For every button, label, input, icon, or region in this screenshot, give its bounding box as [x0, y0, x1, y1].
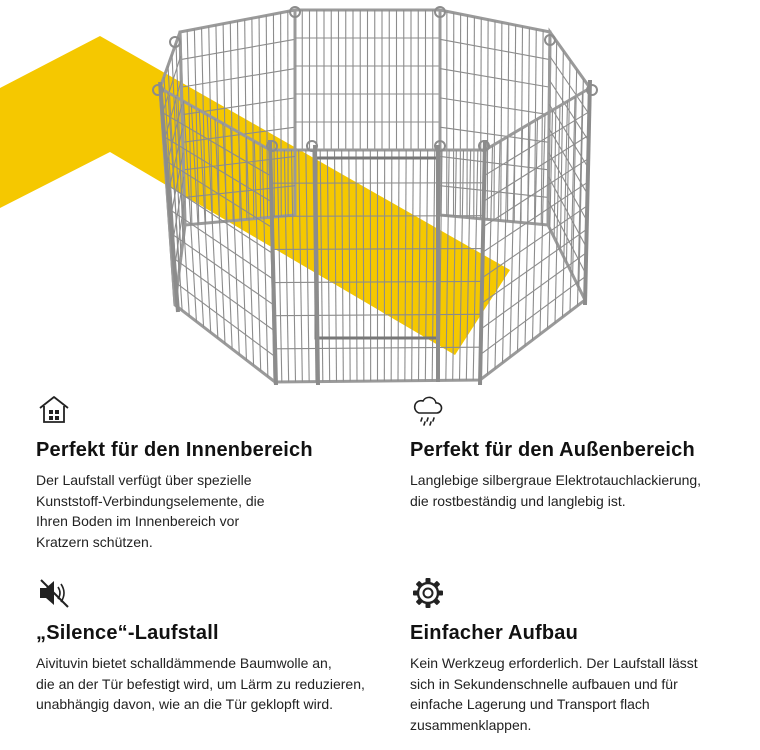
house-icon: [36, 392, 72, 428]
feature-description: Der Laufstall verfügt über spezielle Kunststoff-Verbindungselemente, die Ihren Boden im Innenbereich vor Kratzern schützen.: [36, 472, 265, 550]
feature-outdoor: [410, 392, 760, 511]
feature-description: Aivituvin bietet schalldämmende Baumwolle an, die an der Tür befestigt wird, um Lärm zu reduzieren, unabhängig davon, wie an die Tür geklopft wird.: [36, 655, 365, 712]
feature-silence: [36, 575, 386, 715]
weather-cloud-icon: [410, 392, 446, 428]
feature-title: Perfekt für den Innenbereich: [36, 439, 313, 461]
feature-indoor: [36, 392, 386, 552]
feature-description: Langlebige silbergraue Elektrotauchlackierung, die rostbeständig und langlebig ist.: [410, 472, 702, 509]
feature-description: Kein Werkzeug erforderlich. Der Laufstall lässt sich in Sekundenschnelle aufbauen und für einfache Lagerung und Transport flach zusammenklappen.: [410, 655, 698, 733]
mute-speaker-icon: [36, 575, 72, 611]
gear-icon: [410, 575, 446, 611]
feature-title: Einfacher Aufbau: [410, 622, 579, 644]
feature-title: Perfekt für den Außenbereich: [410, 439, 695, 461]
feature-easy-setup: [410, 575, 760, 735]
feature-title: „Silence“-Laufstall: [36, 622, 219, 644]
